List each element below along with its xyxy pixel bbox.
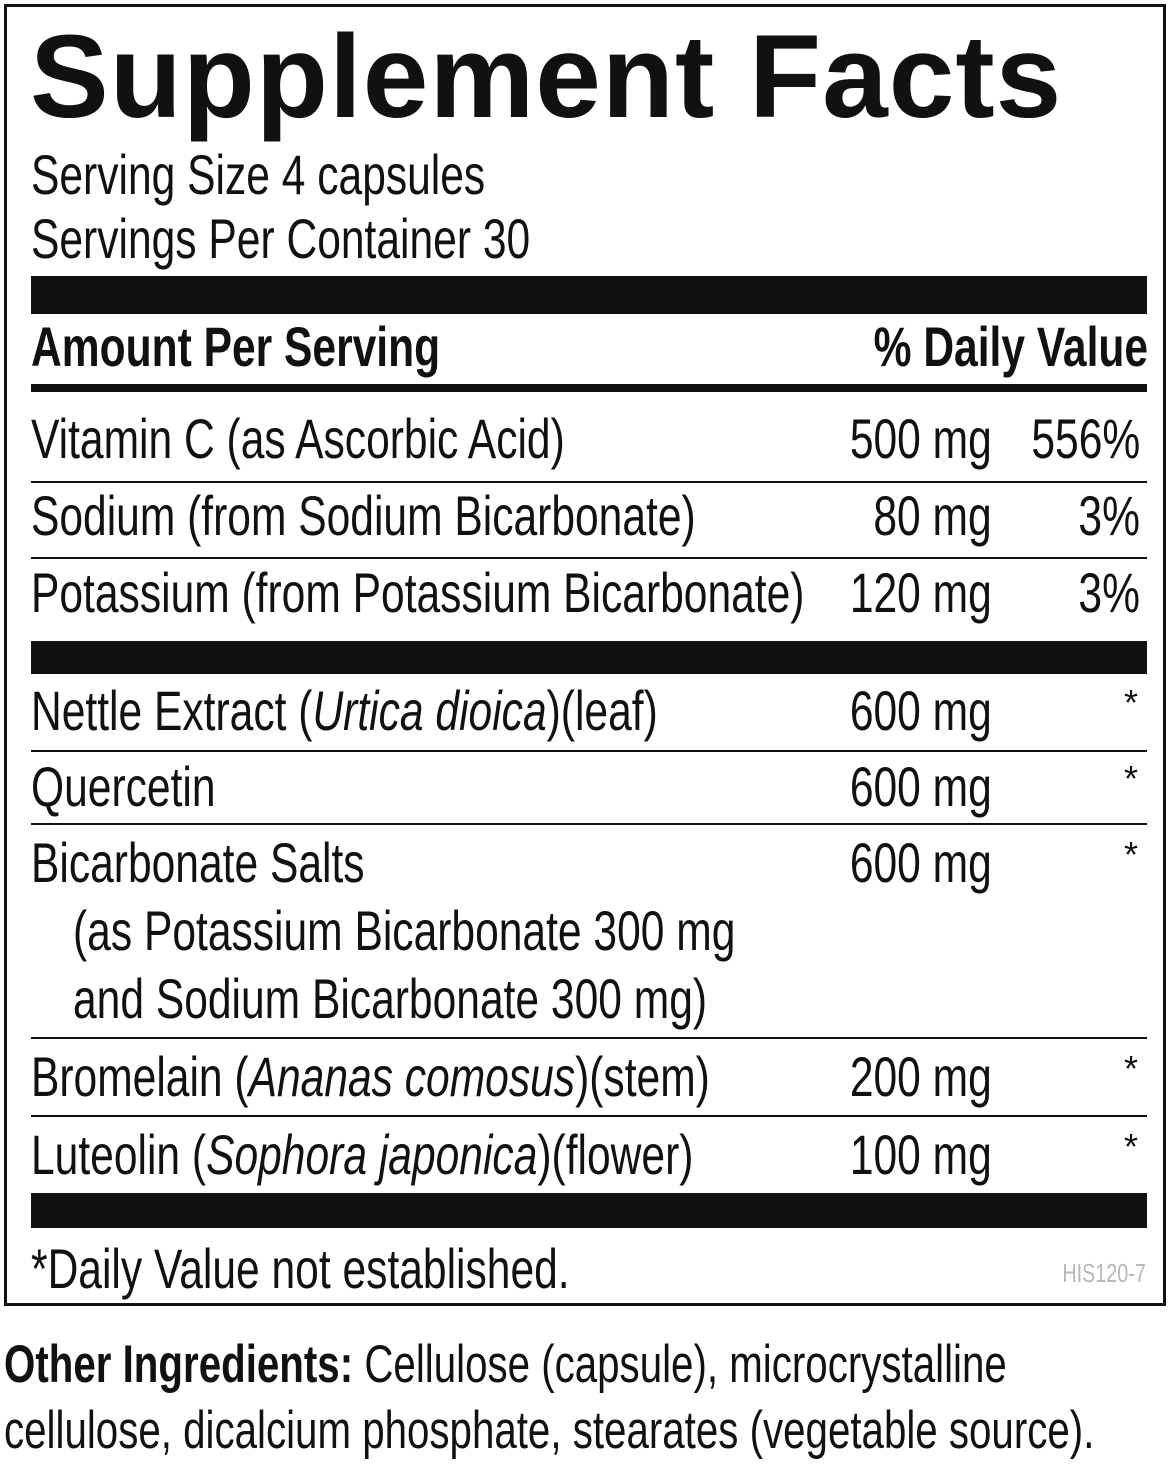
- ingredient-part: )(leaf): [546, 679, 658, 742]
- ingredient-name: Bicarbonate Salts: [31, 831, 365, 894]
- ingredient-name: Bromelain (: [31, 1045, 249, 1108]
- daily-value-header: % Daily Value: [873, 315, 1148, 378]
- serving-size: Serving Size 4 capsules: [31, 143, 486, 206]
- row-divider: [31, 1037, 1147, 1039]
- nutrient-amount: 120 mg: [850, 561, 992, 624]
- other-ingredients: [4, 1332, 1176, 1464]
- ingredient-amount: 100 mg: [850, 1123, 992, 1186]
- daily-value-asterisk: *: [1123, 682, 1138, 723]
- other-ingredients-label: Other Ingredients:: [4, 1335, 354, 1394]
- nutrient-amount: 80 mg: [873, 484, 992, 547]
- daily-value-asterisk: *: [1123, 1048, 1138, 1089]
- daily-value-asterisk: *: [1123, 1126, 1138, 1167]
- servings-per-container: Servings Per Container 30: [31, 207, 531, 270]
- ingredient-detail: and Sodium Bicarbonate 300 mg): [73, 967, 708, 1030]
- row-divider: [31, 557, 1147, 559]
- ingredient-name: Nettle Extract (: [31, 679, 313, 742]
- header-divider: [31, 384, 1147, 392]
- daily-value-asterisk: *: [1123, 758, 1138, 799]
- nutrient-name: Vitamin C (as Ascorbic Acid): [31, 407, 565, 470]
- row-divider: [31, 750, 1147, 752]
- ingredient-latin-name: Sophora japonica: [206, 1123, 538, 1186]
- panel-title: Supplement Facts: [30, 11, 1063, 143]
- ingredient-amount: 600 mg: [850, 755, 992, 818]
- daily-value-asterisk: *: [1123, 834, 1138, 875]
- ingredient-amount: 600 mg: [850, 831, 992, 894]
- other-ingredients-text: cellulose, dicalcium phosphate, stearates (vegetable source).: [4, 1401, 1095, 1460]
- daily-value-footnote: *Daily Value not established.: [31, 1237, 570, 1300]
- nutrient-daily-value: 3%: [1078, 561, 1140, 624]
- ingredient-name: Quercetin: [31, 755, 216, 818]
- ingredient-part: )(stem): [575, 1045, 710, 1108]
- nutrient-amount: 500 mg: [850, 407, 992, 470]
- ingredient-latin-name: Ananas comosus: [248, 1045, 576, 1108]
- nutrient-name: Sodium (from Sodium Bicarbonate): [31, 484, 696, 547]
- thick-divider-top: [31, 276, 1147, 314]
- nutrient-daily-value: 556%: [1031, 407, 1140, 470]
- product-code: HIS120-7: [1062, 1258, 1146, 1288]
- ingredient-amount: 600 mg: [850, 679, 992, 742]
- ingredient-detail: (as Potassium Bicarbonate 300 mg: [73, 899, 736, 962]
- nutrient-daily-value: 3%: [1078, 484, 1140, 547]
- row-divider: [31, 1115, 1147, 1117]
- nutrient-name: Potassium (from Potassium Bicarbonate): [31, 561, 805, 624]
- other-ingredients-text: Cellulose (capsule), microcrystalline: [353, 1335, 1007, 1394]
- row-divider: [31, 823, 1147, 825]
- ingredient-part: )(flower): [537, 1123, 694, 1186]
- amount-per-serving-header: Amount Per Serving: [31, 315, 441, 378]
- thick-divider-middle: [31, 641, 1147, 674]
- ingredient-amount: 200 mg: [850, 1045, 992, 1108]
- thick-divider-bottom: [31, 1193, 1147, 1228]
- ingredient-name: Luteolin (: [31, 1123, 207, 1186]
- ingredient-latin-name: Urtica dioica: [312, 679, 547, 742]
